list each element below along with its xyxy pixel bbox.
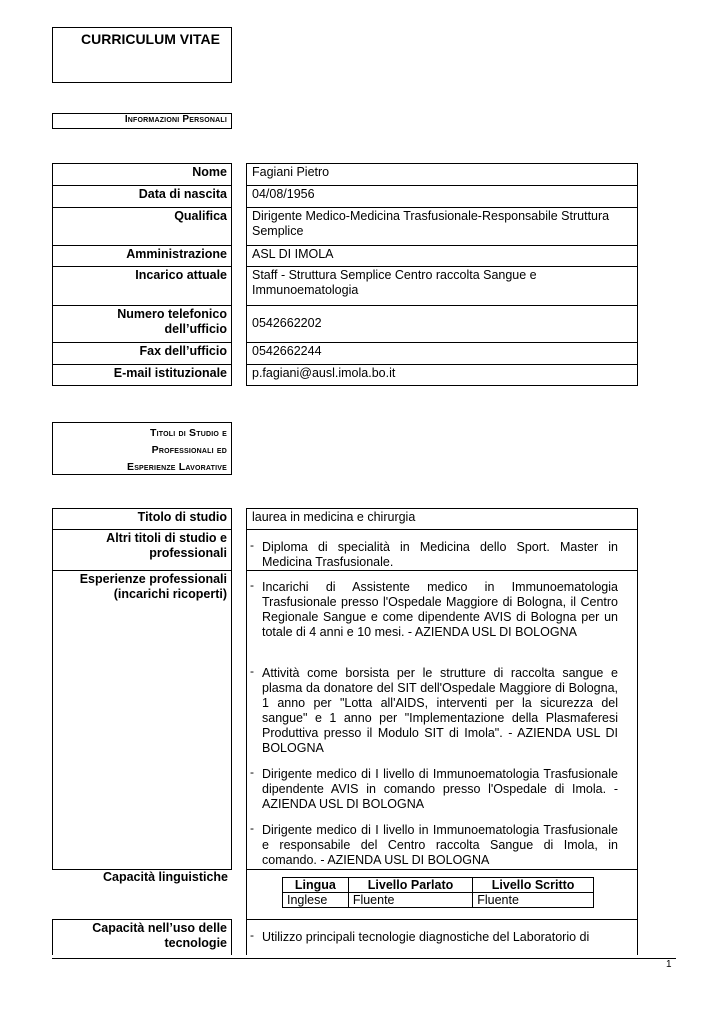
value-qualifica: Dirigente Medico-Medicina Trasfusionale-Responsabile Struttura Semplice (246, 207, 638, 246)
value-telefono: 0542662202 (246, 305, 638, 343)
tecnologie-item-1: Utilizzo principali tecnologie diagnostiche del Laboratorio di (262, 930, 590, 944)
bullet-dash: - (250, 928, 254, 942)
esperienza-item-4: Dirigente medico di I livello in Immunoematologia Trasfusionale e responsabile del Centro raccolta Sangue di Imola, in comando. - AZIENDA USL DI BOLOGNA (262, 823, 618, 867)
col-header-lingua: Lingua (283, 878, 349, 893)
label-altri-titoli-line1: Altri titoli di studio e (106, 531, 227, 545)
value-data-nascita: 04/08/1956 (246, 185, 638, 208)
esperienza-item-3: Dirigente medico di I livello di Immunoematologia Trasfusionale dipendente AVIS in comando presso l'Ospedale di Imola. - AZIENDA USL DI BOLOGNA (262, 767, 618, 811)
altri-titoli-item-1: Diploma di specialità in Medicina dello Sport. Master in Medicina Trasfusionale. (262, 540, 618, 569)
bullet-dash: - (250, 821, 254, 835)
cell-lingua: Inglese (283, 893, 349, 908)
list-item (250, 930, 618, 945)
section-titoli-line3: Esperienze Lavorative (126, 461, 227, 473)
label-esperienze-line1: Esperienze professionali (79, 572, 227, 586)
label-fax: Fax dell’ufficio (52, 342, 232, 365)
bullet-dash: - (250, 765, 254, 779)
table-header-row (283, 878, 594, 893)
col-header-scritto: Livello Scritto (473, 878, 594, 893)
label-tecnologie (52, 919, 232, 955)
language-table (282, 877, 594, 908)
page-number: 1 (666, 959, 672, 970)
bullet-dash: - (250, 664, 254, 678)
label-incarico: Incarico attuale (52, 266, 232, 306)
list-item (250, 666, 618, 756)
label-tecnologie-line2: tecnologie (164, 936, 227, 950)
label-tecnologie-line1: Capacità nell’uso delle (92, 921, 227, 935)
list-item (250, 767, 618, 812)
esperienza-item-2: Attività come borsista per le strutture di raccolta sangue e plasma da donatore del SIT dell'Ospedale Maggiore di Bologna, 1 anno per "Lotta all'AIDS, interventi per la sicurezza del sangue" e 1 anno per "Implementazione della Plasmaferesi Produttiva presso il Modulo SIT di Imola". - AZIENDA USL DI BOLOGNA (262, 666, 618, 755)
section-personal-label: Informazioni Personali (124, 114, 227, 125)
label-telefono-line2: dell’ufficio (164, 322, 227, 336)
label-amministrazione: Amministrazione (52, 245, 232, 267)
list-item (250, 540, 618, 570)
label-altri-titoli (52, 529, 232, 571)
bullet-dash: - (250, 538, 254, 552)
label-telefono-line1: Numero telefonico (117, 307, 227, 321)
section-header-titoli (52, 422, 232, 475)
col-header-parlato: Livello Parlato (348, 878, 472, 893)
label-qualifica: Qualifica (52, 207, 232, 246)
section-titoli-line2: Professionali ed (151, 444, 227, 456)
value-amministrazione: ASL DI IMOLA (246, 245, 638, 267)
table-row (283, 893, 594, 908)
label-altri-titoli-line2: professionali (149, 546, 227, 560)
footer-rule (52, 958, 676, 959)
document-title: CURRICULUM VITAE (81, 31, 220, 47)
section-titoli-line1: Titoli di Studio e (150, 427, 227, 439)
list-item (250, 823, 618, 868)
value-email: p.fagiani@ausl.imola.bo.it (246, 364, 638, 386)
cell-scritto: Fluente (473, 893, 594, 908)
value-nome: Fagiani Pietro (246, 163, 638, 186)
value-incarico: Staff - Struttura Semplice Centro raccolta Sangue e Immunoematologia (246, 266, 638, 306)
label-esperienze (52, 570, 232, 870)
cell-parlato: Fluente (348, 893, 472, 908)
label-esperienze-line2: (incarichi ricoperti) (113, 587, 227, 601)
label-email: E-mail istituzionale (52, 364, 232, 386)
label-nome: Nome (52, 163, 232, 186)
label-titolo-studio: Titolo di studio (52, 508, 232, 530)
title-box (52, 27, 232, 83)
label-data-nascita: Data di nascita (52, 185, 232, 208)
esperienza-item-1: Incarichi di Assistente medico in Immunoematologia Trasfusionale presso l'Ospedale Maggiore di Bologna, il Centro Regionale Sangue e come dipendente AVIS di Bologna per un totale di 4 anni e 10 mesi. - AZIENDA USL DI BOLOGNA (262, 580, 618, 639)
list-item (250, 580, 618, 640)
value-titolo-studio: laurea in medicina e chirurgia (246, 508, 638, 530)
value-fax: 0542662244 (246, 342, 638, 365)
section-header-personal (52, 113, 232, 129)
bullet-dash: - (250, 578, 254, 592)
label-lingue: Capacità linguistiche (52, 869, 232, 920)
label-telefono (52, 305, 232, 343)
